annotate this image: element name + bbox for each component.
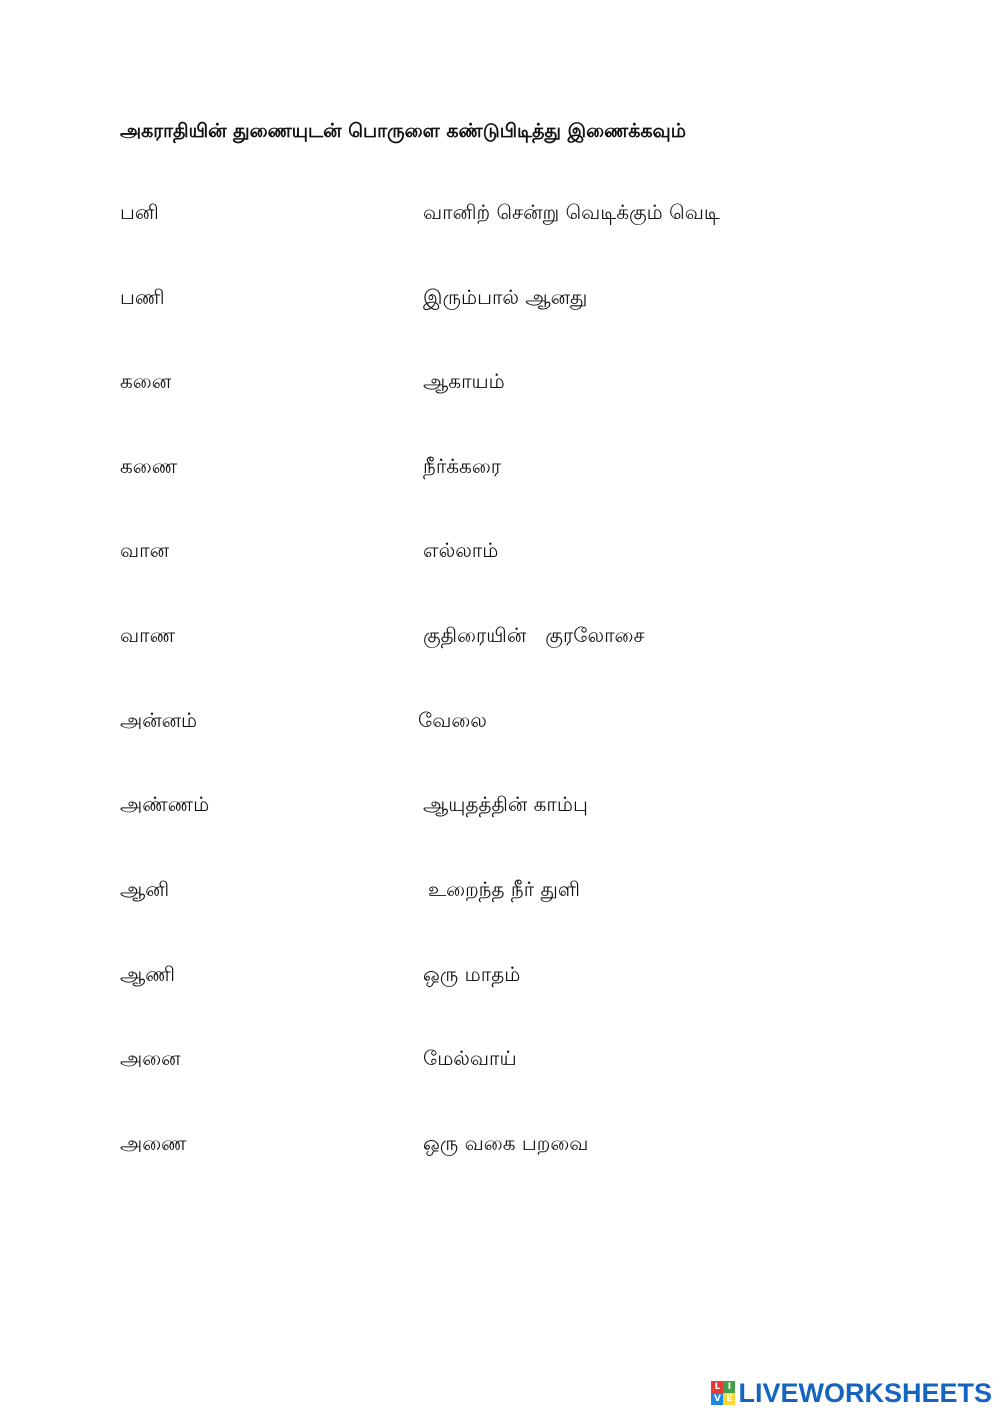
match-row bbox=[0, 708, 1000, 748]
liveworksheets-wordmark: LIVEWORKSHEETS bbox=[738, 1377, 992, 1408]
word-item: அன்னம் bbox=[120, 708, 198, 732]
word-item: வான bbox=[120, 538, 169, 562]
word-item: அண்ணம் bbox=[120, 792, 210, 816]
word-item: ஆனி bbox=[120, 877, 170, 901]
meaning-item: ஒரு மாதம் bbox=[423, 962, 521, 986]
liveworksheets-branding bbox=[711, 1378, 992, 1408]
meaning-item: எல்லாம் bbox=[423, 538, 499, 562]
logo-letter: V bbox=[711, 1393, 723, 1405]
meaning-item: ஆகாயம் bbox=[423, 369, 505, 393]
match-row bbox=[0, 1131, 1000, 1171]
liveworksheets-logo-icon bbox=[711, 1381, 735, 1405]
match-row bbox=[0, 538, 1000, 578]
meaning-item: இரும்பால் ஆனது bbox=[423, 285, 588, 309]
word-item: அனை bbox=[120, 1046, 181, 1070]
meaning-item: குதிரையின் குரலோசை bbox=[423, 623, 645, 647]
meaning-item: நீர்க்கரை bbox=[423, 454, 502, 478]
worksheet-title: அகராதியின் துணையுடன் பொருளை கண்டுபிடித்து இணைக்கவும் bbox=[120, 120, 687, 142]
match-row bbox=[0, 877, 1000, 917]
word-item: பனி bbox=[120, 200, 159, 224]
match-row bbox=[0, 792, 1000, 832]
match-row bbox=[0, 454, 1000, 494]
meaning-item: ஒரு வகை பறவை bbox=[423, 1131, 589, 1155]
match-row bbox=[0, 285, 1000, 325]
match-row bbox=[0, 369, 1000, 409]
meaning-item: உறைந்த நீர் துளி bbox=[428, 877, 580, 901]
match-row bbox=[0, 623, 1000, 663]
meaning-item: வேலை bbox=[418, 708, 487, 732]
word-item: அணை bbox=[120, 1131, 187, 1155]
meaning-item: ஆயுதத்தின் காம்பு bbox=[423, 792, 588, 816]
match-row bbox=[0, 200, 1000, 240]
word-item: பணி bbox=[120, 285, 165, 309]
match-row bbox=[0, 1046, 1000, 1086]
logo-letter: I bbox=[723, 1381, 735, 1393]
word-item: கணை bbox=[120, 454, 178, 478]
meaning-item: வானிற் சென்று வெடிக்கும் வெடி bbox=[423, 200, 720, 224]
logo-letter: E bbox=[723, 1393, 735, 1405]
word-item: ஆணி bbox=[120, 962, 176, 986]
match-row bbox=[0, 962, 1000, 1002]
logo-letter: L bbox=[711, 1381, 723, 1393]
meaning-item: மேல்வாய் bbox=[423, 1046, 517, 1070]
word-item: வாண bbox=[120, 623, 176, 647]
word-item: கனை bbox=[120, 369, 172, 393]
